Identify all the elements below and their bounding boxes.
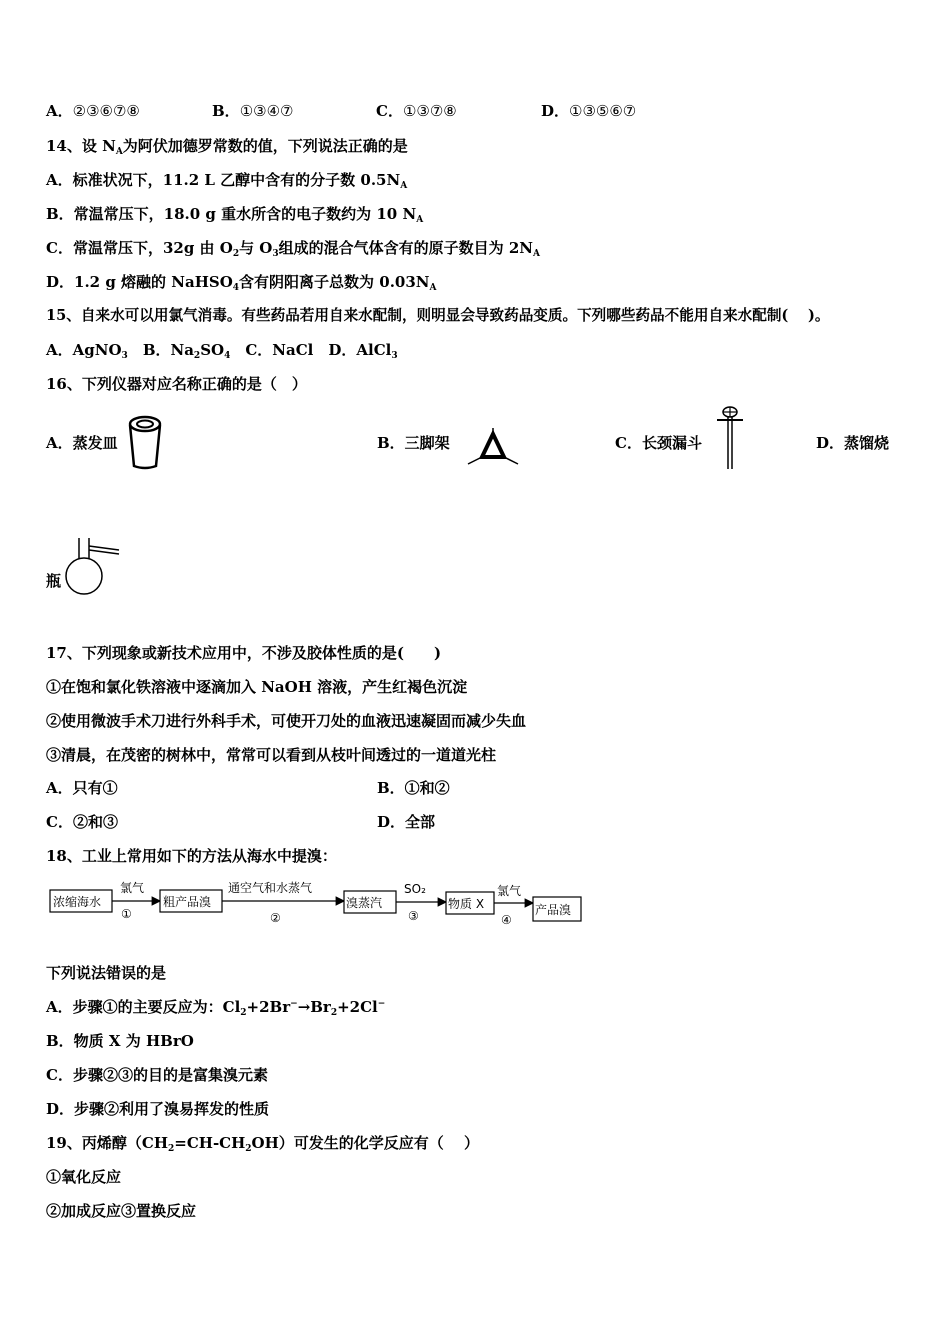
q18-option-a: A．步骤①的主要反应为：$Cl_2+2Br^-\to Br_2+2Cl^-$: [46, 998, 386, 1018]
flow-box-label: 物质 X: [448, 897, 485, 911]
q15-options: A．AgNO$_3$ B．$Na_2SO_4$ C．NaCl D．AlCl$_3$: [46, 341, 398, 361]
q13-option-b: B．①③④⑦: [212, 102, 294, 120]
q17-statement-1: ①在饱和氯化铁溶液中逐滴加入 NaOH 溶液，产生红褐色沉淀: [46, 678, 468, 696]
crucible-figure: [127, 415, 163, 471]
bromine-extraction-flowchart: [48, 878, 588, 930]
flow-box-label: 溴蒸汽: [346, 896, 383, 910]
q18-option-d: D．步骤②利用了溴易挥发的性质: [46, 1100, 270, 1118]
q17-option-d: D．全部: [377, 813, 436, 831]
q17-option-c: C．②和③: [46, 813, 118, 831]
q18-option-c: C．步骤②③的目的是富集溴元素: [46, 1066, 268, 1084]
flow-reagent-label: 通空气和水蒸气: [228, 881, 313, 895]
q14-option-d: D．1.2 g 熔融的 NaHSO$_4$含有阴阳离子总数为 $0.03N_A$: [46, 273, 437, 293]
q14-stem: 14、设 $N_A$为阿伏加德罗常数的值，下列说法正确的是: [46, 137, 408, 157]
q19-statement-1: ①氧化反应: [46, 1168, 122, 1186]
flow-step-label: ④: [501, 913, 512, 927]
q16-option-b: B．三脚架: [377, 434, 450, 452]
q17-option-a: A．只有①: [46, 779, 118, 797]
flow-step-label: ②: [270, 911, 281, 925]
funnel-figure: [714, 405, 746, 471]
q13-option-a: A．②③⑥⑦⑧: [46, 102, 140, 120]
q14-option-b: B．常温常压下，18.0 g 重水所含的电子数约为 10 $N_A$: [46, 205, 424, 225]
clay-triangle-figure: [466, 428, 520, 470]
q13-option-c: C．①③⑦⑧: [376, 102, 457, 120]
q13-option-d: D．①③⑤⑥⑦: [541, 102, 637, 120]
q15-stem: 15、自来水可以用氯气消毒。有些药品若用自来水配制，则明显会导致药品变质。下列哪些药品不能用自来水配制( )。: [46, 307, 830, 324]
q19-stem: 19、丙烯醇$(CH_2=CH-CH_2OH)$可发生的化学反应有（ ）: [46, 1134, 480, 1154]
flow-reagent-label: 氯气: [120, 881, 145, 895]
q19-statement-2: ②加成反应③置换反应: [46, 1202, 197, 1220]
flow-box-label: 产品溴: [535, 903, 572, 917]
q18-option-b: B．物质 X 为 HBrO: [46, 1032, 194, 1050]
q14-option-c: C．常温常压下，32g 由 $O_2$与 $O_3$组成的混合气体含有的原子数目为 $2N_A$: [46, 239, 540, 259]
flow-reagent-label: 氯气: [497, 884, 522, 898]
q16-option-c: C．长颈漏斗: [615, 434, 702, 452]
flow-reagent-label: SO₂: [404, 882, 426, 896]
q17-statement-3: ③清晨，在茂密的树林中，常常可以看到从枝叶间透过的一道道光柱: [46, 746, 497, 764]
flow-box-label: 粗产品溴: [163, 895, 212, 909]
q16-option-d-continuation: 瓶: [46, 572, 62, 590]
q16-option-a: A．蒸发皿: [46, 434, 118, 452]
q18-stem: 18、工业上常用如下的方法从海水中提溴：: [46, 847, 337, 865]
q16-option-d: D．蒸馏烧: [816, 434, 890, 452]
flow-step-label: ③: [408, 909, 419, 923]
q17-option-b: B．①和②: [377, 779, 450, 797]
q17-statement-2: ②使用微波手术刀进行外科手术，可使开刀处的血液迅速凝固而减少失血: [46, 712, 527, 730]
q18-intro: 下列说法错误的是: [46, 964, 167, 982]
q17-stem: 17、下列现象或新技术应用中，不涉及胶体性质的是( ): [46, 644, 442, 662]
flow-step-label: ①: [121, 907, 132, 921]
distillation-flask-figure: [64, 536, 124, 598]
flow-box-label: 浓缩海水: [53, 895, 102, 909]
q14-option-a: A．标准状况下，11.2 L 乙醇中含有的分子数 $0.5N_A$: [46, 171, 408, 191]
q16-stem: 16、下列仪器对应名称正确的是（ ）: [46, 375, 307, 393]
